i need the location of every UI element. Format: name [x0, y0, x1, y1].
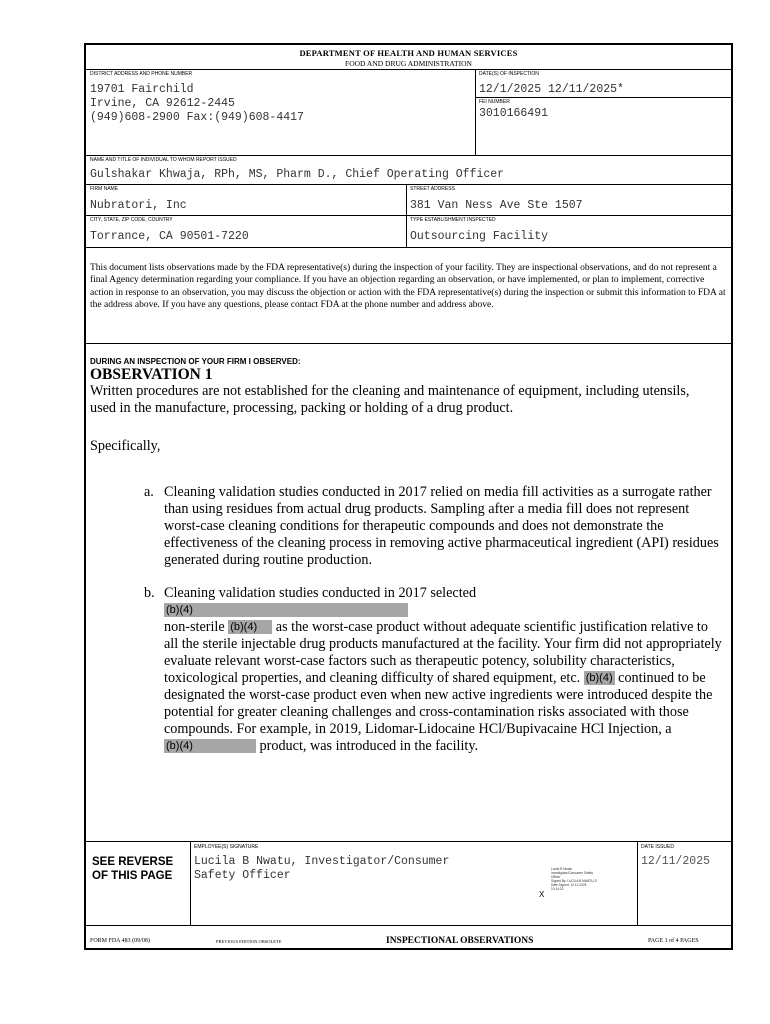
see-reverse-line2: OF THIS PAGE — [92, 870, 173, 882]
footer-title: INSPECTIONAL OBSERVATIONS — [386, 936, 534, 946]
item-b-text-segment: continued to be designated the worst-case product even when new active ingredients were introduced despite the potential for greater cleaning challenges and cross-contamination risks associated with those compounds. For example, in 2019, Lidomar-Lidocaine HCl/Bupivacaine HCl Injection, a — [164, 670, 713, 737]
recipient-value: Gulshakar Khwaja, RPh, MS, Pharm D., Chief Operating Officer — [90, 168, 505, 181]
item-b-text-segment: Cleaning validation studies conducted in 2017 selected — [164, 585, 477, 601]
esig-title: Investigator/Consumer Safety — [551, 871, 593, 875]
esig-time: 10:14:23 — [551, 887, 564, 891]
recipient-label: NAME AND TITLE OF INDIVIDUAL TO WHOM REPORT ISSUED — [90, 157, 237, 163]
notice-paragraph: This document lists observations made by the FDA representative(s) during the inspection of your facility. They are inspectional observations, and do not represent a final Agency determination regarding your compliance. If you have an objection regarding an observation, or have implemented, or plan to implement, corrective action in response to an observation, you may discuss the objection or action with the FDA representative(s) during the inspection or submit this information to FDA at the address above. If you have any questions, please contact FDA at the phone number and address above. — [90, 263, 726, 311]
divider — [475, 69, 476, 155]
redaction-box: (b)(4) — [228, 620, 272, 634]
item-b-text — [164, 585, 722, 755]
divider — [86, 69, 731, 70]
divider — [475, 97, 731, 98]
divider — [86, 343, 731, 344]
specifically-label: Specifically, — [90, 438, 161, 454]
district-line2: Irvine, CA 92612-2445 — [90, 97, 235, 110]
divider — [86, 155, 731, 156]
esig-title-cont: Officer — [551, 875, 561, 879]
divider — [86, 184, 731, 185]
employee-name-line2: Safety Officer — [194, 869, 291, 882]
district-line3: (949)608-2900 Fax:(949)608-4417 — [90, 111, 304, 124]
observation-summary: Written procedures are not established for the cleaning and maintenance of equipment, including utensils, used in the manufacture, processing, packing or holding of a drug product. — [90, 383, 690, 416]
divider — [86, 247, 731, 248]
divider — [86, 841, 731, 842]
observations-intro: DURING AN INSPECTION OF YOUR FIRM I OBSERVED: — [90, 357, 301, 366]
date-issued-value: 12/11/2025 — [641, 855, 711, 868]
agency-header: FOOD AND DRUG ADMINISTRATION — [345, 59, 472, 68]
page-indicator: PAGE 1 of 4 PAGES — [648, 938, 699, 944]
firm-name-value: Nubratori, Inc — [90, 199, 187, 212]
item-b-text-segment: product, was introduced in the facility. — [259, 738, 479, 754]
divider — [190, 841, 191, 925]
item-a-letter: a. — [144, 484, 154, 500]
electronic-signature-stamp — [551, 867, 631, 891]
firm-name-label: FIRM NAME — [90, 186, 119, 192]
employee-signature-label: EMPLOYEE(S) SIGNATURE — [194, 844, 259, 850]
street-value: 381 Van Ness Ave Ste 1507 — [410, 199, 583, 212]
inspection-dates-value: 12/1/2025 12/11/2025* — [479, 83, 624, 96]
inspection-dates-label: DATE(S) OF INSPECTION — [479, 71, 539, 77]
item-b-letter: b. — [144, 585, 155, 601]
establishment-type-value: Outsourcing Facility — [410, 230, 549, 243]
divider — [86, 215, 731, 216]
esig-signed-by: Signed By: LUCILA B NWATU-S — [551, 879, 597, 883]
observation-title: OBSERVATION 1 — [90, 366, 213, 383]
employee-name-line1: Lucila B Nwatu, Investigator/Consumer — [194, 855, 450, 868]
establishment-type-label: TYPE ESTABLISHMENT INSPECTED — [410, 217, 496, 223]
redaction-box: (b)(4) — [164, 603, 408, 617]
district-label: DISTRICT ADDRESS AND PHONE NUMBER — [90, 71, 193, 77]
city-label: CITY, STATE, ZIP CODE, COUNTRY — [90, 217, 173, 223]
date-issued-label: DATE ISSUED — [641, 844, 674, 850]
fei-value: 3010166491 — [479, 107, 549, 120]
signature-x-mark: X — [539, 890, 545, 899]
redaction-box: (b)(4) — [164, 739, 256, 753]
fei-label: FEI NUMBER — [479, 99, 510, 105]
form-id: FORM FDA 483 (09/08) — [90, 938, 150, 944]
city-value: Torrance, CA 90501-7220 — [90, 230, 249, 243]
edition-note: PREVIOUS EDITION OBSOLETE — [216, 939, 282, 944]
esig-name: Lucila B Nwatu — [551, 867, 573, 871]
department-header: DEPARTMENT OF HEALTH AND HUMAN SERVICES — [299, 48, 518, 58]
see-reverse-line1: SEE REVERSE — [92, 856, 174, 868]
item-b-text-segment: non-sterile — [164, 619, 225, 635]
divider — [86, 925, 731, 926]
item-b-text-segment: as the worst-case product without adequate scientific justification relative to all the sterile injectable drug products manufactured at the facility. Your firm did not appropriately evaluate relevant worst-case factors such as therapeutic potency, solubility characteristics, toxicological properties, and cleaning difficulty of shared equipment, etc. — [164, 619, 722, 686]
street-label: STREET ADDRESS — [410, 186, 455, 192]
esig-date-signed: Date Signed: 12-11-2025 — [551, 883, 587, 887]
fda-483-form — [84, 43, 733, 950]
district-line1: 19701 Fairchild — [90, 83, 194, 96]
item-a-text: Cleaning validation studies conducted in 2017 relied on media fill activities as a surrogate rather than using residues from actual drug products. Sampling after a media fill does not represent worst-case cleaning conditions for therapeutic compounds and does not demonstrate the effectiveness of the cleaning process in removing active pharmaceutical ingredient (API) residues generated during routine production. — [164, 484, 719, 568]
redaction-box: (b)(4) — [585, 672, 613, 684]
divider — [637, 841, 638, 925]
